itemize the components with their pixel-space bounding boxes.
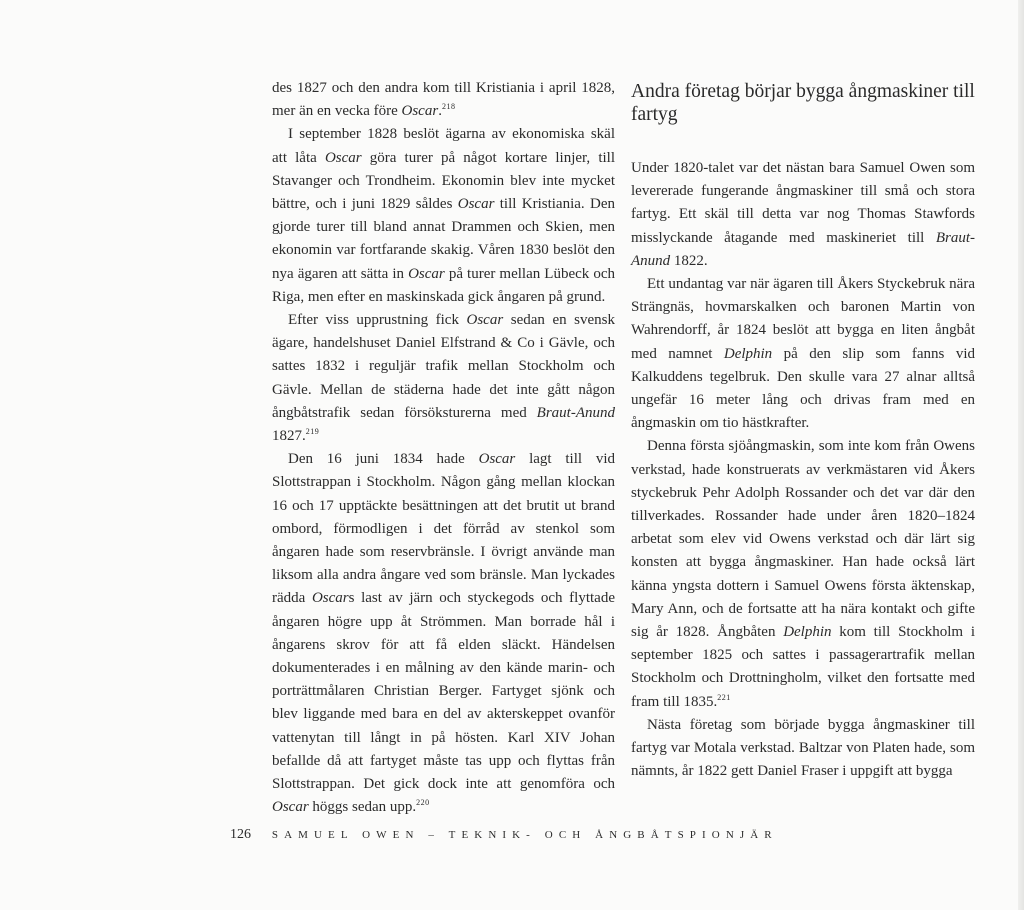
ship-name: Braut-Anund (631, 229, 975, 269)
body-text: des 1827 och den andra kom till Kristiania i april 1828, mer än en vecka före (272, 80, 615, 120)
body-text: till Kristiania. Den gjorde turer till bland annat Drammen och Skien, men ekonomin var fortfarande skakig. Våren 1830 beslöt den nya ägaren att sätta in (272, 196, 615, 282)
body-text: höggs sedan upp. (308, 799, 417, 816)
footnote-ref: 221 (717, 692, 731, 702)
ship-name: Oscar (324, 149, 362, 166)
body-text: . (438, 103, 442, 120)
paragraph (631, 273, 975, 435)
body-text: kom till Stockholm i september 1825 och sattes i passagerartrafik mellan Stockholm och Drottningholm, vilket den fortsatte med fram till 1835. (631, 624, 975, 710)
page-edge (1018, 0, 1024, 910)
body-text: I september 1828 beslöt ägarna av ekonomiska skäl att låta (272, 126, 615, 166)
body-text: Efter viss upprustning fick (288, 312, 467, 329)
left-column (272, 77, 615, 820)
body-text: på turer mellan Lübeck och Riga, men efter en maskinskada gick ångaren på grund. (272, 265, 615, 305)
paragraph (631, 435, 975, 713)
page-number: 126 (230, 827, 251, 842)
body-text: på den slip som fanns vid Kalkuddens tegelbruk. Den skulle vara 27 alnar alltså ungefär 16 meter lång och drivas fram med en ångmaskin om tio hästkrafter. (631, 345, 975, 432)
ship-name: Delphin (723, 345, 773, 362)
paragraph (631, 714, 975, 784)
body-text: Ett undantag var när ägaren till Åkers Styckebruk nära Strängnäs, hovmarskalken och baronen Martin von Wahrendorff, år 1824 beslöt att bygga en liten ångbåt med namnet (631, 276, 975, 362)
body-text: göra turer på något kortare linjer, till Stavanger och Trondheim. Ekonomin blev inte mycket bättre, och i juni 1829 såldes (272, 149, 615, 213)
paragraph (272, 77, 615, 123)
footnote-ref: 218 (441, 102, 456, 112)
footnote-ref: 220 (416, 798, 430, 808)
ship-name: Oscar (466, 312, 504, 329)
ship-name: Oscar (311, 590, 349, 607)
body-text: sedan en svensk ägare, handelshuset Daniel Elfstrand & Co i Gävle, och sattes 1832 i reguljär trafik mellan Stockholm och Gävle. Mellan de städerna hade det inte gått någon ångbåtstrafik sedan försöksturerna med (272, 312, 615, 421)
paragraph (272, 123, 615, 309)
body-text: Denna första sjöångmaskin, som inte kom från Owens verkstad, hade konstruerats av verkmästaren vid Åkers styckebruk Pehr Adolph Rossander och det var där den tillverkades. Rossander hade under åren 1820–1824 arbetat som elev vid Owens verkstad och där lärt sig konsten att bygga ångmaskiner. Han hade också lärt känna yngsta dottern i Samuel Owens första äktenskap, Mary Ann, och de fortsatte att ha nära kontakt och gifte sig år 1828. Ångbåten (631, 438, 975, 641)
ship-name: Delphin (783, 624, 832, 641)
paragraph (631, 157, 975, 273)
footnote-ref: 219 (305, 427, 320, 437)
paragraph (272, 448, 615, 819)
body-text: Under 1820-talet var det nästan bara Samuel Owen som levererade fungerande ångmaskiner till små och stora fartyg. Ett skäl till detta var nog Thomas Stawfords misslyckande åtagande med maskineriet till (631, 160, 975, 246)
body-text: 1822. (670, 252, 708, 269)
section-heading: Andra företag börjar bygga ångmaskiner till fartyg (631, 81, 975, 125)
running-title: SAMUEL OWEN – TEKNIK- OCH ÅNGBÅTSPIONJÄR (271, 829, 778, 841)
body-text: 1827. (272, 428, 306, 445)
body-text: lagt till vid Slottstrappan i Stockholm. Någon gång mellan klockan 16 och 17 upptäckte besättningen att det brutit ut brand ombord, förmodligen i det förråd av stenkol som ångaren hade som reservbränsle. I övrigt använde man liksom alla andra ångare ved som bränsle. Man lyckades rädda (272, 451, 615, 607)
ship-name: Oscar (408, 265, 445, 282)
ship-name: Oscar (478, 451, 516, 468)
paragraph (272, 309, 615, 448)
body-text: Nästa företag som började bygga ångmaskiner till fartyg var Motala verkstad. Baltzar von Platen hade, som nämnts, år 1822 gett Daniel Fraser i uppgift att bygga (631, 716, 975, 780)
body-text: Den 16 juni 1834 hade (288, 451, 479, 468)
page-footer (230, 827, 778, 843)
ship-name: Oscar (272, 799, 309, 816)
ship-name: Oscar (457, 196, 495, 213)
ship-name: Oscar (401, 103, 439, 120)
right-column (631, 77, 975, 783)
ship-name: Braut-Anund (536, 404, 615, 421)
body-text: s last av järn och styckegods och flyttade ångaren högre upp åt Strömmen. Man borrade hål i ångarens skrov för att få elden släckt. Händelsen dokumenterades i en målning av den kände marin- och porträttmålaren Christian Berger. Fartyget sjönk och blev liggande med bara en del av akterskeppet ovanför vattenytan till långt in på hösten. Karl XIV Johan befallde då att fartyget måste tas upp och flyttas från Slottstrappan. Det gick dock inte att genomföra och (272, 590, 615, 793)
